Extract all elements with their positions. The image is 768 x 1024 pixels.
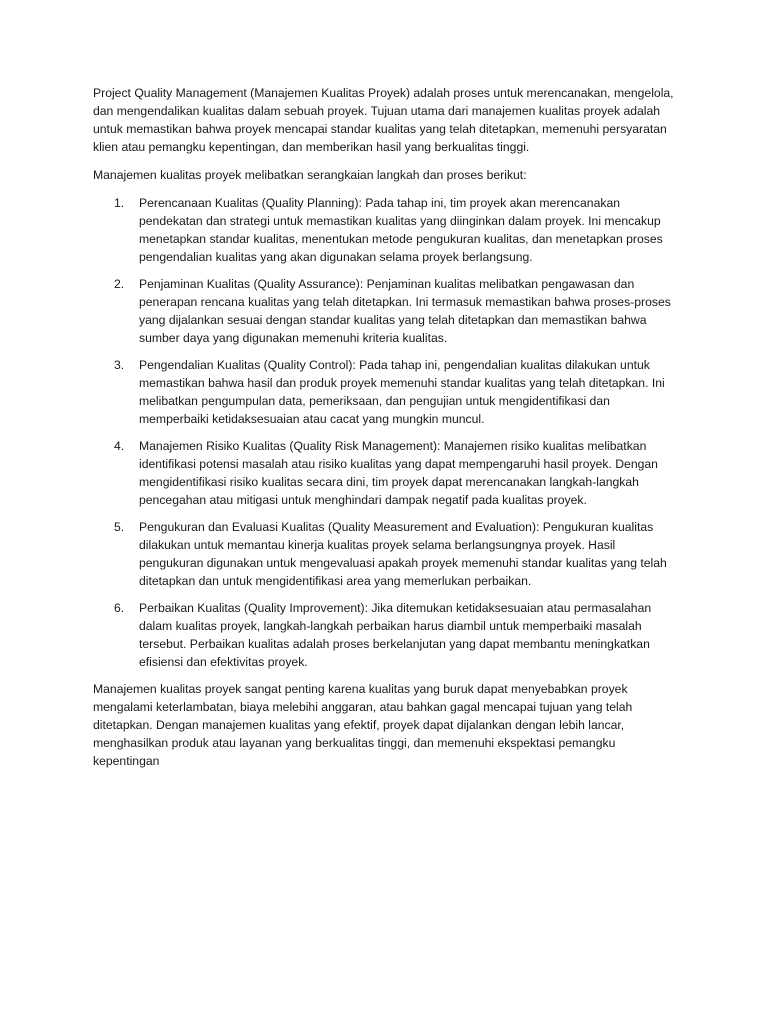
intro-paragraph: Project Quality Management (Manajemen Kualitas Proyek) adalah proses untuk merencanakan, mengelola, dan mengendalikan kualitas dalam sebuah proyek. Tujuan utama dari manajemen kualitas proyek adalah untuk memastikan bahwa proyek mencapai standar kualitas yang telah ditetapkan, memenuhi persyaratan klien atau pemangku kepentingan, dan memberikan hasil yang berkualitas tinggi.: [93, 86, 674, 154]
list-item-number: 2.: [114, 277, 125, 291]
document-page: [93, 84, 678, 780]
list-item-text: Pengukuran dan Evaluasi Kualitas (Quality Measurement and Evaluation): Pengukuran kualitas dilakukan untuk memantau kinerja kualitas proyek selama berlangsungnya proyek. Hasil pengukuran digunakan untuk mengevaluasi apakah proyek memenuhi standar kualitas yang telah ditetapkan dan untuk mengidentifikasi area yang memerlukan perbaikan.: [139, 520, 667, 588]
list-item-number: 3.: [114, 358, 125, 372]
list-item: [93, 599, 678, 671]
list-item-text: Perencanaan Kualitas (Quality Planning): Pada tahap ini, tim proyek akan merencanakan pendekatan dan strategi untuk memastikan kualitas yang diinginkan dalam proyek. Ini mencakup menetapkan standar kualitas, menentukan metode pengukuran kualitas, dan menetapkan proses pengendalian kualitas yang akan digunakan selama proyek berlangsung.: [139, 196, 663, 264]
list-item: [93, 275, 678, 347]
list-item: [93, 437, 678, 509]
steps-intro-paragraph: Manajemen kualitas proyek melibatkan serangkaian langkah dan proses berikut:: [93, 168, 527, 182]
list-item: [93, 194, 678, 266]
list-item-text: Penjaminan Kualitas (Quality Assurance): Penjaminan kualitas melibatkan pengawasan dan penerapan rencana kualitas yang telah ditetapkan. Ini termasuk memastikan bahwa proses-proses yang dijalankan sesuai dengan standar kualitas yang telah ditetapkan dan memastikan bahwa sumber daya yang digunakan memenuhi kriteria kualitas.: [139, 277, 671, 345]
list-item: [93, 518, 678, 590]
list-item: [93, 356, 678, 428]
list-item-number: 4.: [114, 439, 125, 453]
steps-list: [93, 194, 678, 671]
list-item-number: 1.: [114, 196, 125, 210]
list-item-text: Pengendalian Kualitas (Quality Control): Pada tahap ini, pengendalian kualitas dilakukan untuk memastikan bahwa hasil dan produk proyek memenuhi standar kualitas yang telah ditetapkan. Ini melibatkan pengumpulan data, pemeriksaan, dan pengujian untuk mengidentifikasi dan memperbaiki ketidaksesuaian atau cacat yang mungkin muncul.: [139, 358, 665, 426]
list-item-number: 6.: [114, 601, 125, 615]
closing-paragraph: Manajemen kualitas proyek sangat penting karena kualitas yang buruk dapat menyebabkan proyek mengalami keterlambatan, biaya melebihi anggaran, atau bahkan gagal mencapai tujuan yang telah ditetapkan. Dengan manajemen kualitas yang efektif, proyek dapat dijalankan dengan lebih lancar, menghasilkan produk atau layanan yang berkualitas tinggi, dan memenuhi ekspektasi pemangku kepentingan: [93, 682, 633, 768]
list-item-text: Perbaikan Kualitas (Quality Improvement): Jika ditemukan ketidaksesuaian atau permasalahan dalam kualitas proyek, langkah-langkah perbaikan harus diambil untuk memperbaiki masalah tersebut. Perbaikan kualitas adalah proses berkelanjutan yang dapat membantu meningkatkan efisiensi dan efektivitas proyek.: [139, 601, 652, 669]
list-item-number: 5.: [114, 520, 125, 534]
list-item-text: Manajemen Risiko Kualitas (Quality Risk Management): Manajemen risiko kualitas melibatkan identifikasi potensi masalah atau risiko kualitas yang dapat mempengaruhi hasil proyek. Dengan mengidentifikasi risiko kualitas secara dini, tim proyek dapat merencanakan langkah-langkah pencegahan atau mitigasi untuk menghindari dampak negatif pada kualitas proyek.: [139, 439, 658, 507]
